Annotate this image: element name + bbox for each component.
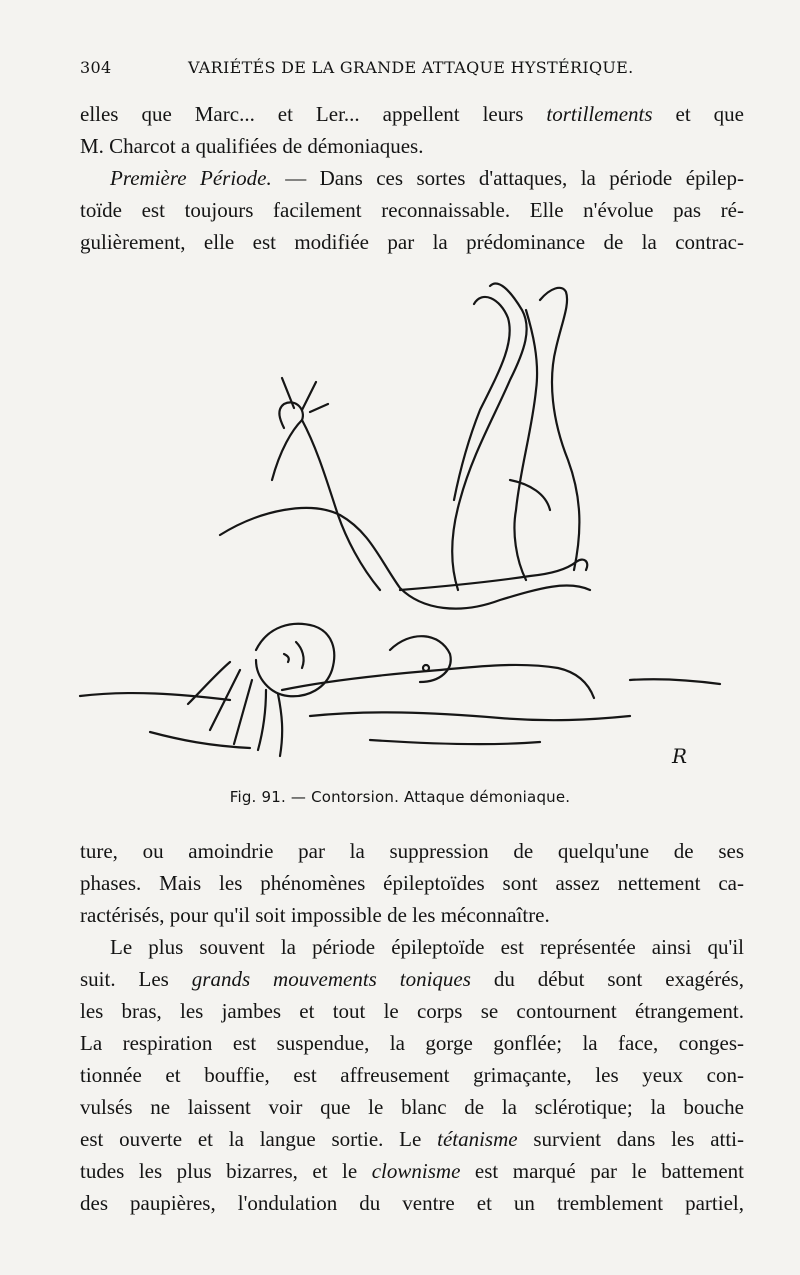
figure-bed-line bbox=[630, 679, 720, 684]
figure-forearm bbox=[302, 420, 380, 590]
page-number: 304 bbox=[80, 58, 112, 77]
text-line: La respiration est suspendue, la gorge gonflée; la face, conges- bbox=[80, 1031, 744, 1055]
text-line: ture, ou amoindrie par la suppression de quelqu'une de ses bbox=[80, 839, 744, 863]
text-line: ractérisés, pour qu'il soit impossible de les méconnaître. bbox=[80, 903, 550, 927]
paragraph-bottom bbox=[80, 835, 744, 1219]
figure-drawing bbox=[70, 270, 770, 780]
figure-torso-lower bbox=[282, 665, 594, 698]
text-line: gulièrement, elle est modifiée par la prédominance de la contrac- bbox=[80, 230, 744, 254]
figure-head bbox=[256, 624, 334, 696]
figure-fingers bbox=[282, 378, 328, 412]
text-line: Le plus souvent la période épileptoïde est représentée ainsi qu'il bbox=[110, 935, 744, 959]
text-line: les bras, les jambes et tout le corps se contournent étrangement. bbox=[80, 999, 744, 1023]
figure-caption: Fig. 91. — Contorsion. Attaque démoniaque. bbox=[229, 788, 571, 806]
paragraph-top bbox=[80, 98, 744, 258]
running-head: VARIÉTÉS DE LA GRANDE ATTAQUE HYSTÉRIQUE. bbox=[188, 58, 634, 77]
figure-torso bbox=[220, 508, 590, 609]
text-line: suit. Les grands mouvements toniques du début sont exagérés, bbox=[80, 967, 744, 991]
text-line: vulsés ne laissent voir que le blanc de la sclérotique; la bouche bbox=[80, 1095, 744, 1119]
figure-bed-line bbox=[80, 693, 230, 700]
artist-signature: R bbox=[672, 744, 688, 768]
text-line: Première Période. — Dans ces sortes d'attaques, la période épilep- bbox=[110, 166, 744, 190]
text-line: phases. Mais les phénomènes épileptoïdes sont assez nettement ca- bbox=[80, 871, 744, 895]
figure-leg-right-back bbox=[514, 310, 537, 580]
text-line: est ouverte et la langue sortie. Le tétanisme survient dans les atti- bbox=[80, 1127, 745, 1151]
figure-arm-raised bbox=[272, 402, 303, 480]
text-line: toïde est toujours facilement reconnaissable. Elle n'évolue pas ré- bbox=[80, 198, 744, 222]
text-line: des paupières, l'ondulation du ventre et un tremblement partiel, bbox=[80, 1191, 744, 1215]
figure-bed-line bbox=[310, 712, 630, 720]
figure-nipple bbox=[423, 665, 429, 671]
text-line: tudes les plus bizarres, et le clownisme est marqué par le battement bbox=[80, 1159, 744, 1183]
figure-breast bbox=[390, 636, 451, 682]
figure-leg-right bbox=[540, 288, 579, 570]
text-line: elles que Marc... et Ler... appellent leurs tortillements et que bbox=[80, 102, 744, 126]
figure-contorsion bbox=[70, 270, 770, 780]
figure-hair bbox=[188, 662, 282, 756]
figure-bed-line bbox=[370, 740, 540, 744]
figure-face bbox=[284, 642, 304, 668]
text-line: tionnée et bouffie, est affreusement grimaçante, les yeux con- bbox=[80, 1063, 744, 1087]
text-line: M. Charcot a qualifiées de démoniaques. bbox=[80, 134, 424, 158]
